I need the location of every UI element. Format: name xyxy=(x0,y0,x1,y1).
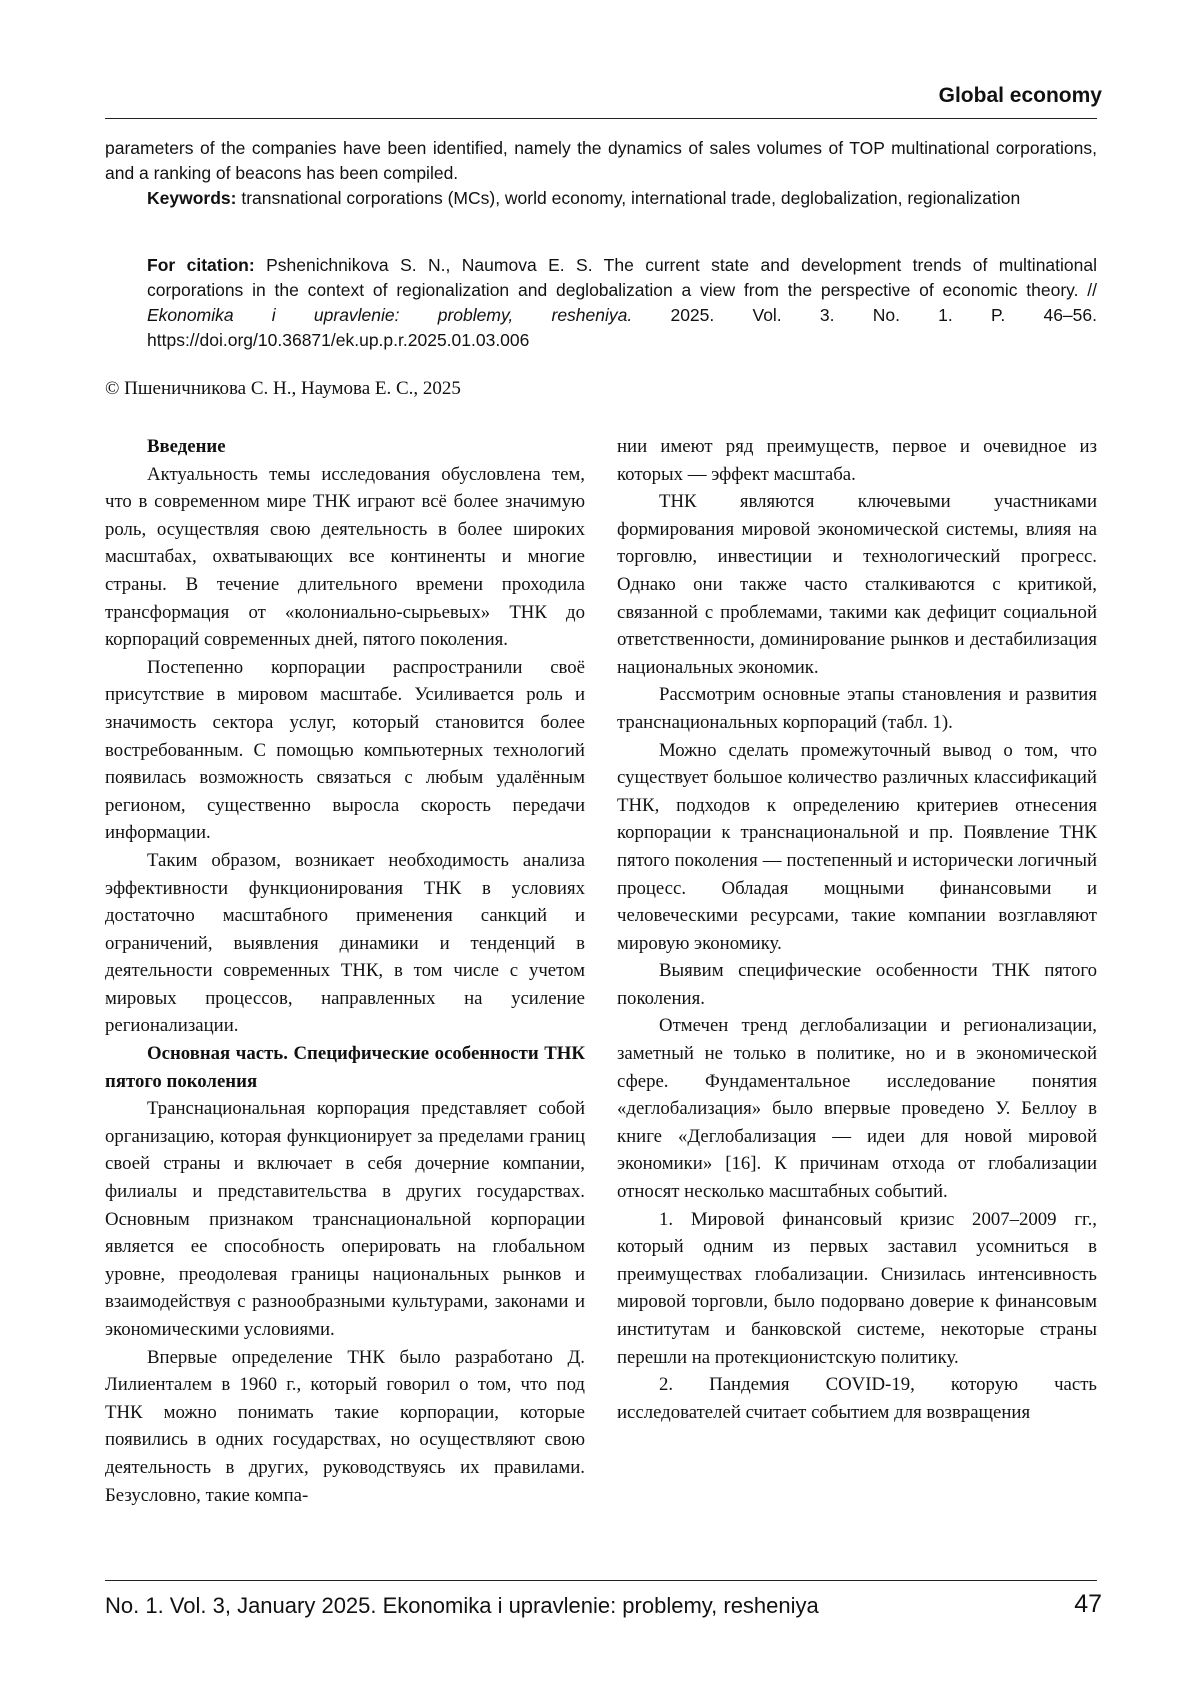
running-header-section: Global economy xyxy=(938,84,1102,107)
paragraph: Отмечен тренд деглобализации и регионализации, заметный не только в политике, но и в экономической сфере. Фундаментальное исследование понятия «деглобализация» было впервые проведено У. Беллоу в книге «Деглобализация — идеи для новой мировой экономики» [16]. К причинам отхода от глобализации относят несколько масштабных событий. xyxy=(617,1015,1097,1203)
citation-block xyxy=(147,253,1097,353)
heading-main-part: Основная часть. Специфические особенности ТНК пятого поколения xyxy=(105,1043,585,1092)
copyright-line: © Пшеничникова С. Н., Наумова Е. С., 2025 xyxy=(105,378,461,399)
abstract-continuation: parameters of the companies have been identified, namely the dynamics of sales volumes of TOP multinational corporations, and a ranking of beacons has been compiled. xyxy=(105,138,1097,183)
heading-introduction: Введение xyxy=(147,436,226,457)
paragraph: Впервые определение ТНК было разработано Д. Лилиенталем в 1960 г., который говорил о том, что под ТНК можно понимать такие корпорации, которые появились в одних государствах, но осуществляют свою деятельность в других, руководствуясь их правилами. Безусловно, такие компа- xyxy=(105,1346,585,1506)
footer-divider xyxy=(105,1580,1097,1581)
keywords-line xyxy=(105,186,1097,211)
paragraph: 1. Мировой финансовый кризис 2007–2009 гг., который одним из первых заставил усомниться в преимуществах глобализации. Снизилась интенсивность мировой торговли, было подорвано доверие к финансовым институтам и банковской системе, некоторые страны перешли на протекционистскую политику. xyxy=(617,1208,1097,1368)
header-divider xyxy=(105,118,1097,119)
paragraph: нии имеют ряд преимуществ, первое и очевидное из которых — эффект масштаба. xyxy=(617,436,1097,485)
citation-text: Pshenichnikova S. N., Naumova E. S. The current state and development trends of multinational corporations in the context of regionalization and deglobalization a view from the perspective of economic theory. // xyxy=(147,255,1097,300)
paragraph: Постепенно корпорации распространили своё присутствие в мировом масштабе. Усиливается роль и значимость сектора услуг, который становится более востребованным. С помощью компьютерных технологий появилась возможность связаться с любым удалённым регионом, существенно выросла скорость передачи информации. xyxy=(105,656,585,844)
paragraph: ТНК являются ключевыми участниками формирования мировой экономической системы, влияя на торговлю, инвестиции и технологический прогресс. Однако они также часто сталкиваются с критикой, связанной с проблемами, такими как дефицит социальной ответственности, доминирование рынков и дестабилизация национальных экономик. xyxy=(617,491,1097,678)
paragraph: Можно сделать промежуточный вывод о том, что существует большое количество различных классификаций ТНК, подходов к определению критериев отнесения корпорации к транснациональной и пр. Появление ТНК пятого поколения — постепенный и исторически логичный процесс. Обладая мощными финансовыми и человеческими ресурсами, такие компании возглавляют мировую экономику. xyxy=(617,739,1097,954)
paragraph: Актуальность темы исследования обусловлена тем, что в современном мире ТНК играют всё более значимую роль, осуществляя свою деятельность в более широких масштабах, охватывающих все континенты и многие страны. В течение длительного времени проходила трансформация от «колониально-сырьевых» ТНК до корпораций современных дней, пятого поколения. xyxy=(105,463,585,651)
paragraph: 2. Пандемия COVID-19, которую часть исследователей считает событием для возвращения xyxy=(617,1374,1097,1423)
paragraph: Таким образом, возникает необходимость анализа эффективности функционирования ТНК в условиях достаточно масштабного применения санкций и ограничений, выявления динамики и тенденций в деятельности современных ТНК, в том числе с учетом мировых процессов, направленных на усиление регионализации. xyxy=(105,849,585,1037)
paragraph: Выявим специфические особенности ТНК пятого поколения. xyxy=(617,960,1097,1009)
citation-label: For citation: xyxy=(147,255,255,275)
footer-journal-info: No. 1. Vol. 3, January 2025. Ekonomika i upravlenie: problemy, resheniya xyxy=(105,1593,819,1618)
right-column xyxy=(617,433,1097,1426)
page-number: 47 xyxy=(1074,1590,1102,1618)
citation-journal: Ekonomika i upravlenie: problemy, resheniya. xyxy=(147,305,633,325)
citation-details: 2025. Vol. 3. No. 1. P. 46–56. https://doi.org/10.36871/ek.up.p.r.2025.01.03.006 xyxy=(147,305,1097,350)
keywords-text: transnational corporations (MCs), world economy, international trade, deglobalization, regionalization xyxy=(241,188,1021,208)
abstract-block xyxy=(105,136,1097,211)
left-column xyxy=(105,433,585,1509)
keywords-label: Keywords: xyxy=(147,188,237,208)
paragraph: Рассмотрим основные этапы становления и развития транснациональных корпораций (табл. 1). xyxy=(617,684,1097,733)
paragraph: Транснациональная корпорация представляет собой организацию, которая функционирует за пределами границ своей страны и включает в себя дочерние компании, филиалы и представительства в других государствах. Основным признаком транснациональной корпорации является ее способность оперировать на глобальном уровне, преодолевая границы национальных рынков и взаимодействуя с разнообразными культурами, законами и экономическими условиями. xyxy=(105,1098,585,1340)
